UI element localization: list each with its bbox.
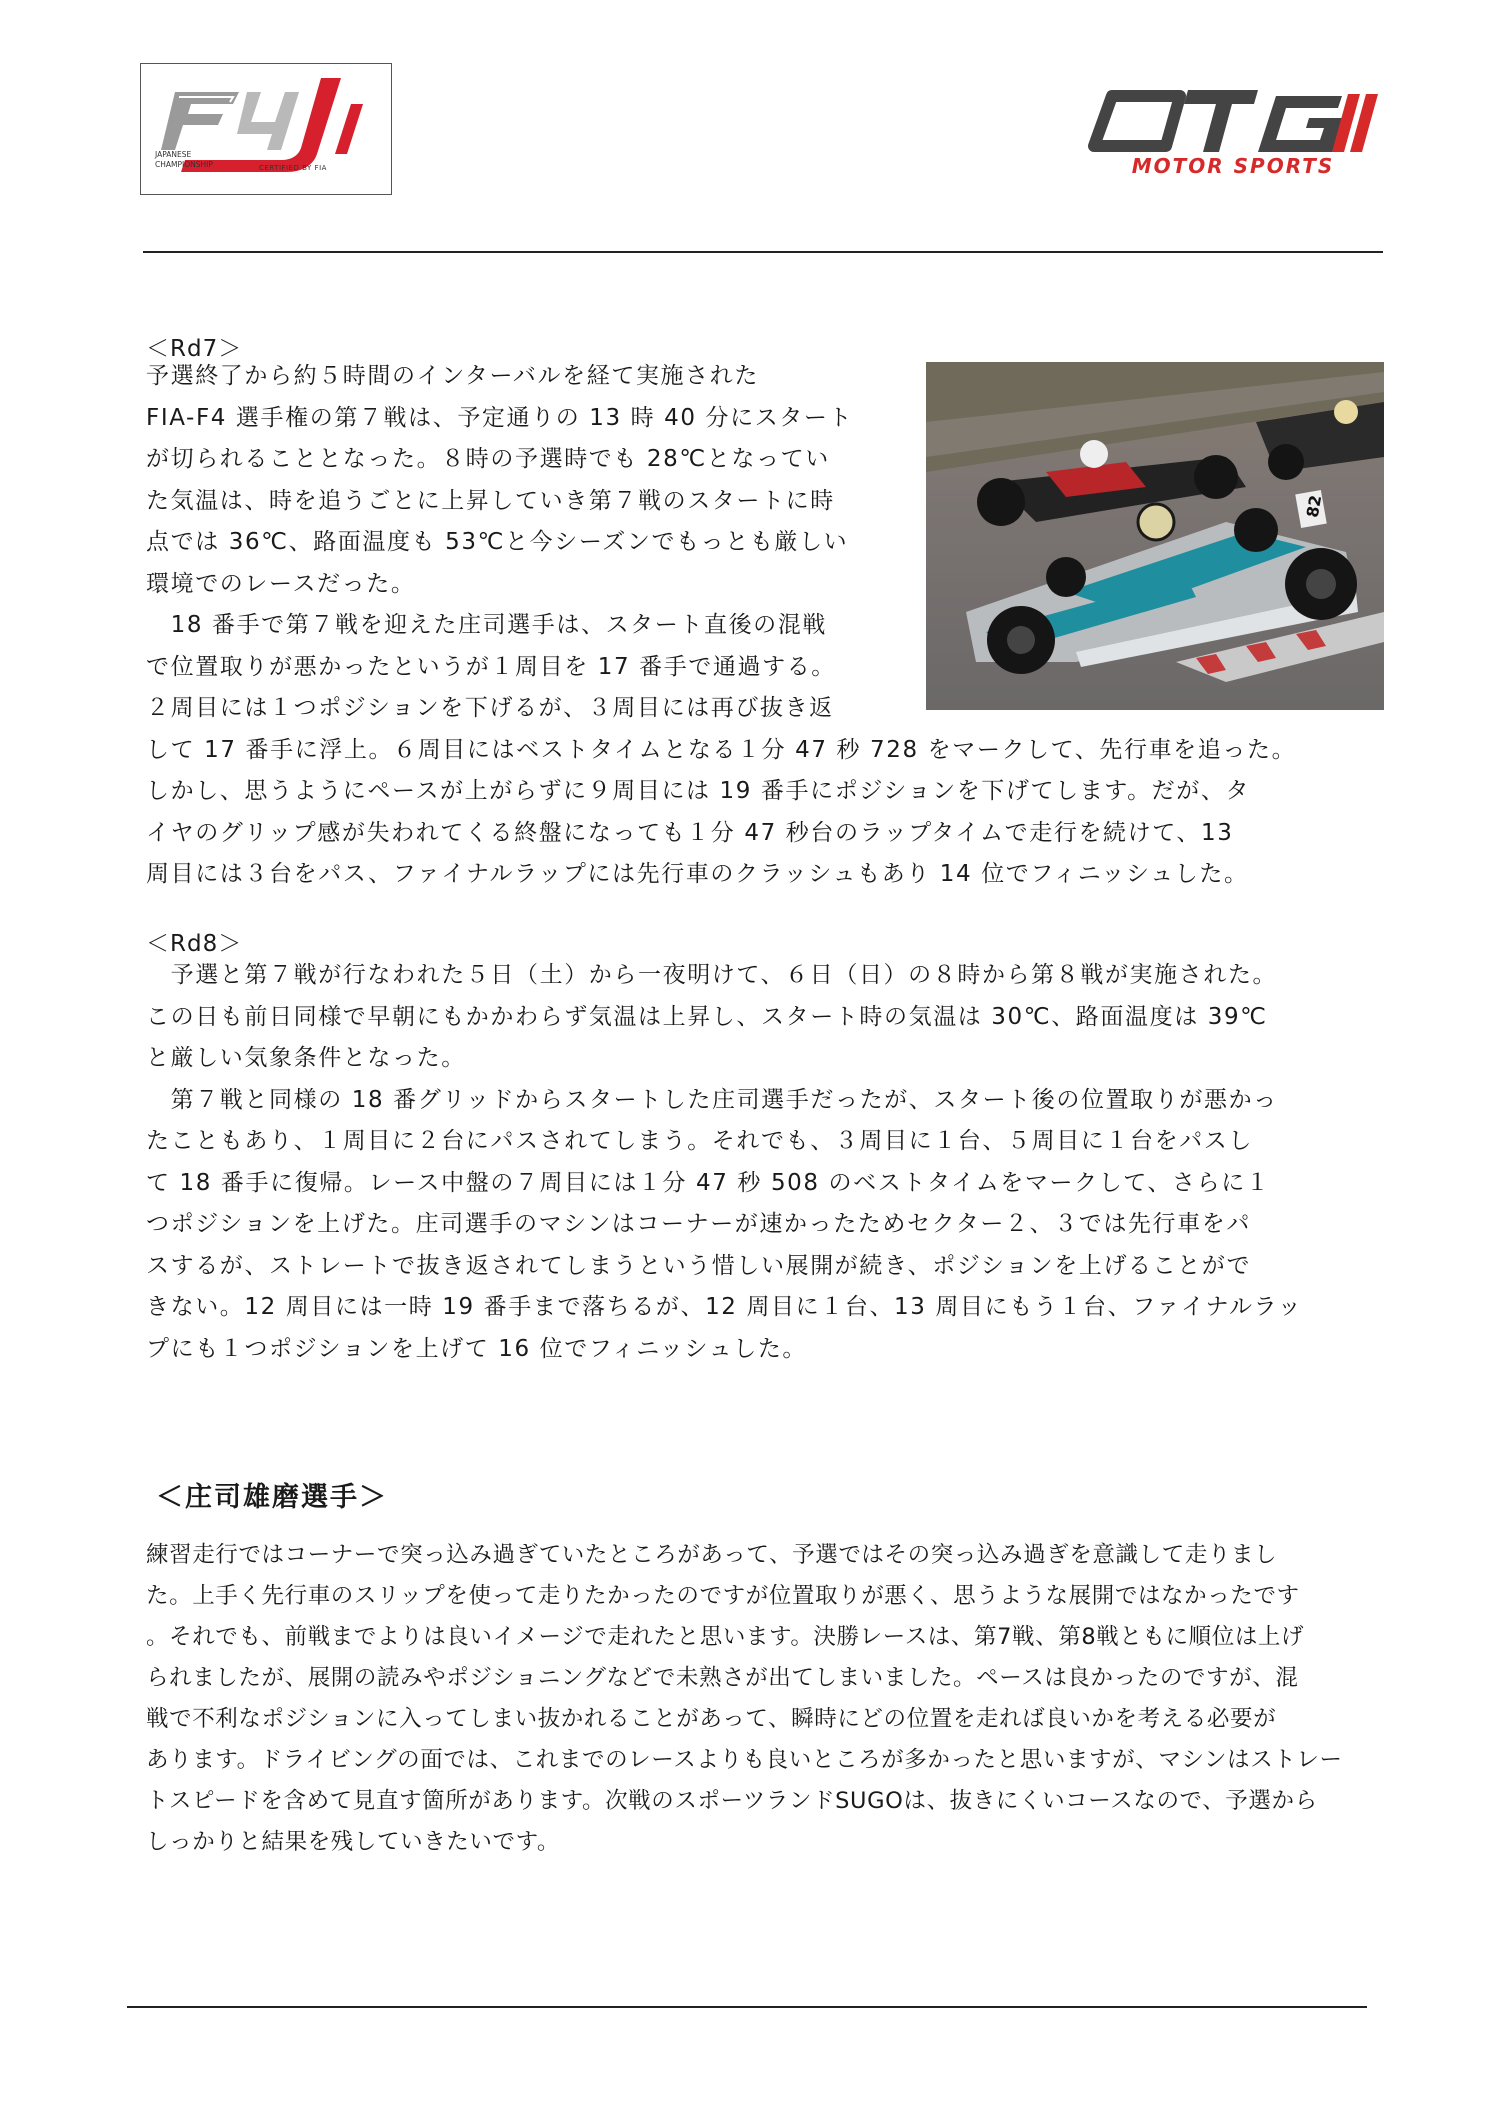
rd7-line: 周目には３台をパス、ファイナルラップには先行車のクラッシュもあり 14 位でフィニッシュした。 bbox=[146, 861, 1249, 887]
rd7-body bbox=[146, 356, 1296, 896]
footer-divider bbox=[127, 2006, 1367, 2008]
f4-logo-line2: CHAMPIONSHIP bbox=[155, 160, 213, 169]
driver-heading: ＜庄司雄磨選手＞ bbox=[156, 1482, 388, 1513]
comment-line: 練習走行ではコーナーで突っ込み過ぎていたところがあって、予選ではその突っ込み過ぎを意識して走りまし bbox=[146, 1542, 1278, 1568]
rd7-line: イヤのグリップ感が失われてくる終盤になっても１分 47 秒台のラップタイムで走行を続けて、13 bbox=[146, 819, 1234, 846]
comment-line: 戦で不利なポジションに入ってしまい抜かれることがあって、瞬時にどの位置を走れば良いかを考える必要が bbox=[146, 1706, 1277, 1732]
rd7-line: 18 番手で第７戦を迎えた庄司選手は、スタート直後の混戦 bbox=[146, 612, 827, 638]
rd7-label: ＜Rd7＞ bbox=[146, 336, 243, 362]
otg-logo-subtitle: MOTOR SPORTS bbox=[1131, 154, 1335, 178]
f4-japanese-championship-logo bbox=[140, 63, 392, 195]
rd8-line: この日も前日同様で早朝にもかかわらず気温は上昇し、スタート時の気温は 30℃、路面温度は 39℃ bbox=[146, 1003, 1268, 1030]
rd7-line: しかし、思うようにペースが上がらずに９周目には 19 番手にポジションを下げてします。だが、タ bbox=[146, 778, 1251, 804]
f4-logo-line1: JAPANESE bbox=[155, 150, 192, 159]
comment-line: 。それでも、前戦までよりは良いイメージで走れたと思います。決勝レースは、第7戦、第8戦ともに順位は上げ bbox=[146, 1624, 1305, 1650]
rd7-line: ２周目には１つポジションを下げるが、３周目には再び抜き返 bbox=[146, 695, 834, 721]
comment-line: た。上手く先行車のスリップを使って走りたかったのですが位置取りが悪く、思うような展開ではなかったです bbox=[146, 1583, 1300, 1609]
rd7-line: が切られることとなった。８時の予選時でも 28℃となってい bbox=[146, 446, 830, 472]
f4-logo-caption bbox=[155, 150, 213, 170]
header-divider bbox=[143, 251, 1383, 253]
driver-comment bbox=[146, 1535, 1343, 1863]
rd8-body bbox=[146, 955, 1302, 1370]
rd8-line: スするが、ストレートで抜き返されてしまうという惜しい展開が続き、ポジションを上げることがで bbox=[146, 1252, 1252, 1279]
f4-logo-mark bbox=[141, 64, 390, 193]
rd7-line: 環境でのレースだった。 bbox=[146, 570, 416, 597]
rd7-line: 点では 36℃、路面温度も 53℃と今シーズンでもっとも厳しい bbox=[146, 529, 849, 555]
rd8-line: て 18 番手に復帰。レース中盤の７周目には１分 47 秒 508 のベストタイムをマークして、さらに１ bbox=[146, 1169, 1271, 1196]
car-number: 82 bbox=[1302, 493, 1326, 519]
f4-logo-certified: CERTIFIED BY FIA bbox=[259, 164, 327, 172]
rd7-line: で位置取りが悪かったというが１周目を 17 番手で通過する。 bbox=[146, 653, 836, 680]
comment-line: られましたが、展開の読みやポジショニングなどで未熟さが出てしまいました。ペースは良かったのですが、混 bbox=[146, 1665, 1299, 1691]
rd7-line: して 17 番手に浮上。６周目にはベストタイムとなる１分 47 秒 728 をマークして、先行車を追った。 bbox=[146, 736, 1297, 763]
rd8-line: と厳しい気象条件となった。 bbox=[146, 1045, 466, 1071]
otg-motorsports-logo bbox=[1080, 88, 1385, 178]
rd7-line: た気温は、時を追うごとに上昇していき第７戦のスタートに時 bbox=[146, 487, 835, 514]
rd7-line: 予選終了から約５時間のインターバルを経て実施された bbox=[146, 363, 759, 389]
rd8-line: つポジションを上げた。庄司選手のマシンはコーナーが速かったためセクター２、３では先行車をパ bbox=[146, 1211, 1251, 1237]
rd8-line: きない。12 周目には一時 19 番手まで落ちるが、12 周目に１台、13 周目にもう１台、ファイナルラッ bbox=[146, 1294, 1303, 1320]
rd8-line: 第７戦と同様の 18 番グリッドからスタートした庄司選手だったが、スタート後の位置取りが悪かっ bbox=[146, 1086, 1278, 1113]
comment-line: あります。ドライビングの面では、これまでのレースよりも良いところが多かったと思いますが、マシンはストレー bbox=[146, 1747, 1343, 1773]
rd8-line: プにも１つポジションを上げて 16 位でフィニッシュした。 bbox=[146, 1335, 808, 1362]
comment-line: トスピードを含めて見直す箇所があります。次戦のスポーツランドSUGOは、抜きにくいコースなので、予選から bbox=[146, 1788, 1318, 1814]
comment-line: しっかりと結果を残していきたいです。 bbox=[146, 1829, 561, 1855]
rd7-line: FIA-F4 選手権の第７戦は、予定通りの 13 時 40 分にスタート bbox=[146, 404, 854, 431]
rd8-line: 予選と第７戦が行なわれた５日（土）から一夜明けて、６日（日）の８時から第８戦が実施された。 bbox=[146, 962, 1278, 988]
rd8-label: ＜Rd8＞ bbox=[146, 931, 243, 957]
rd8-line: たこともあり、１周目に２台にパスされてしまう。それでも、３周目に１台、５周目に１台をパスし bbox=[146, 1128, 1253, 1154]
